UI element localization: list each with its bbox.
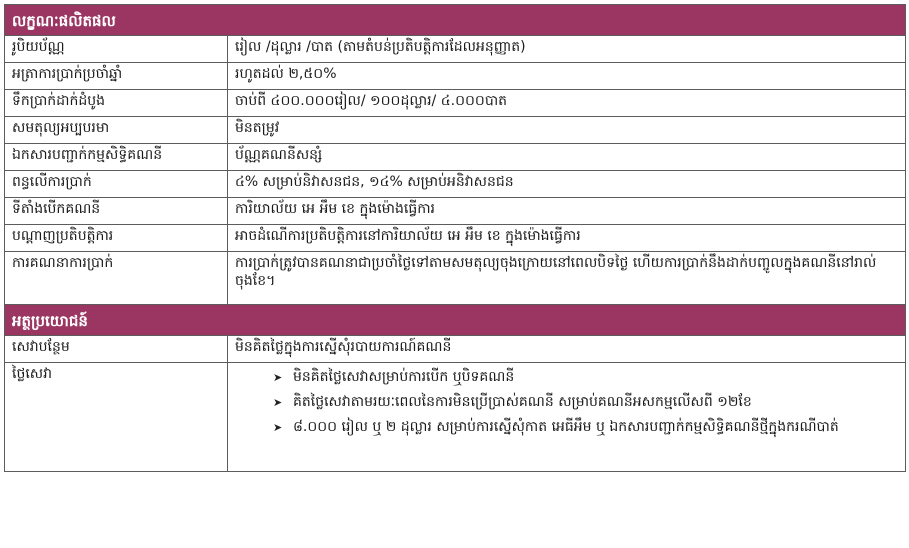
list-item-text: ៨.០០០ រៀល ឬ ២ ដុល្លារ សម្រាប់ការស្នើសុំកាត អេធីអឹម ឬ ឯកសារបញ្ជាក់កម្មសិទ្ធិគណនីថ្មីក្នុងករណីបាត់ — [293, 419, 839, 435]
row-label: សមតុល្យអប្បបរមា — [5, 117, 228, 144]
row-label: បណ្តាញប្រតិបត្តិការ — [5, 225, 228, 252]
table-row — [5, 198, 906, 225]
row-value: រហូតដល់ ២,៥០% — [228, 63, 906, 90]
row-label: រូបិយប័ណ្ណ — [5, 36, 228, 63]
list-item-text: គិតថ្លៃសេវាតាមរយៈពេលនៃការមិនប្រើប្រាស់គណនី សម្រាប់គណនីអសកម្មលើសពី ១២ខែ — [293, 394, 752, 410]
table-row — [5, 171, 906, 198]
row-value: មិនគិតថ្លៃក្នុងការស្នើសុំរបាយការណ៍គណនី — [228, 336, 906, 363]
arrowhead-icon: ➤ — [273, 421, 283, 434]
section-title-features: លក្ខណៈផលិតផល — [5, 5, 906, 36]
row-value: អាចដំណើការប្រតិបត្តិការនៅការិយាល័យ អេ អឹម ខេ ក្នុងម៉ោងធ្វើការ — [228, 225, 906, 252]
table-row — [5, 63, 906, 90]
fee-list-cell — [228, 363, 906, 472]
arrowhead-icon: ➤ — [273, 371, 283, 384]
section-header-benefits — [5, 305, 906, 336]
table-row — [5, 336, 906, 363]
table-row — [5, 90, 906, 117]
list-item — [273, 390, 898, 415]
row-label: ការគណនាការប្រាក់ — [5, 252, 228, 305]
row-value: ការប្រាក់ត្រូវបានគណនាជាប្រចាំថ្ងៃទៅតាមសមតុល្យចុងក្រោយនៅពេលបិទថ្ងៃ ហើយការប្រាក់នឹងដាក់បញ្ចូលក្នុងគណនីនៅរាល់ចុងខែ។ — [228, 252, 906, 305]
table-row — [5, 144, 906, 171]
row-value: ចាប់ពី ៤០០.០០០រៀល/ ១០០ដុល្លារ/ ៤.០០០បាត — [228, 90, 906, 117]
list-item — [273, 415, 898, 440]
arrowhead-icon: ➤ — [273, 396, 283, 409]
row-label: ទីតាំងបើកគណនី — [5, 198, 228, 225]
row-label: សេវាបន្ថែម — [5, 336, 228, 363]
list-item-text: មិនគិតថ្លៃសេវាសម្រាប់ការបើក ឬបិទគណនី — [293, 369, 515, 385]
table-row — [5, 36, 906, 63]
section-header-features — [5, 5, 906, 36]
product-spec-table — [4, 4, 906, 472]
table-row — [5, 117, 906, 144]
row-value: ការិយាល័យ អេ អឹម ខេ ក្នុងម៉ោងធ្វើការ — [228, 198, 906, 225]
row-value: ប័ណ្ណគណនីសន្សំ — [228, 144, 906, 171]
list-item — [273, 365, 898, 390]
row-label: ពន្ធលើការប្រាក់ — [5, 171, 228, 198]
row-value: រៀល /ដុល្លារ /បាត (តាមតំបន់ប្រតិបត្តិការដែលអនុញ្ញាត) — [228, 36, 906, 63]
row-value: ៤% សម្រាប់និវាសនជន, ១៤% សម្រាប់អនិវាសនជន — [228, 171, 906, 198]
row-label: ថ្លៃសេវា — [5, 363, 228, 472]
row-value: មិនតម្រូវ — [228, 117, 906, 144]
row-label: អត្រាការប្រាក់ប្រចាំឆ្នាំ — [5, 63, 228, 90]
table-row — [5, 363, 906, 472]
row-label: ទឹកប្រាក់ដាក់ដំបូង — [5, 90, 228, 117]
row-label: ឯកសារបញ្ជាក់កម្មសិទ្ធិគណនី — [5, 144, 228, 171]
section-title-benefits: អត្ថប្រយោជន៍ — [5, 305, 906, 336]
fee-list — [235, 365, 898, 440]
table-row — [5, 252, 906, 305]
table-row — [5, 225, 906, 252]
